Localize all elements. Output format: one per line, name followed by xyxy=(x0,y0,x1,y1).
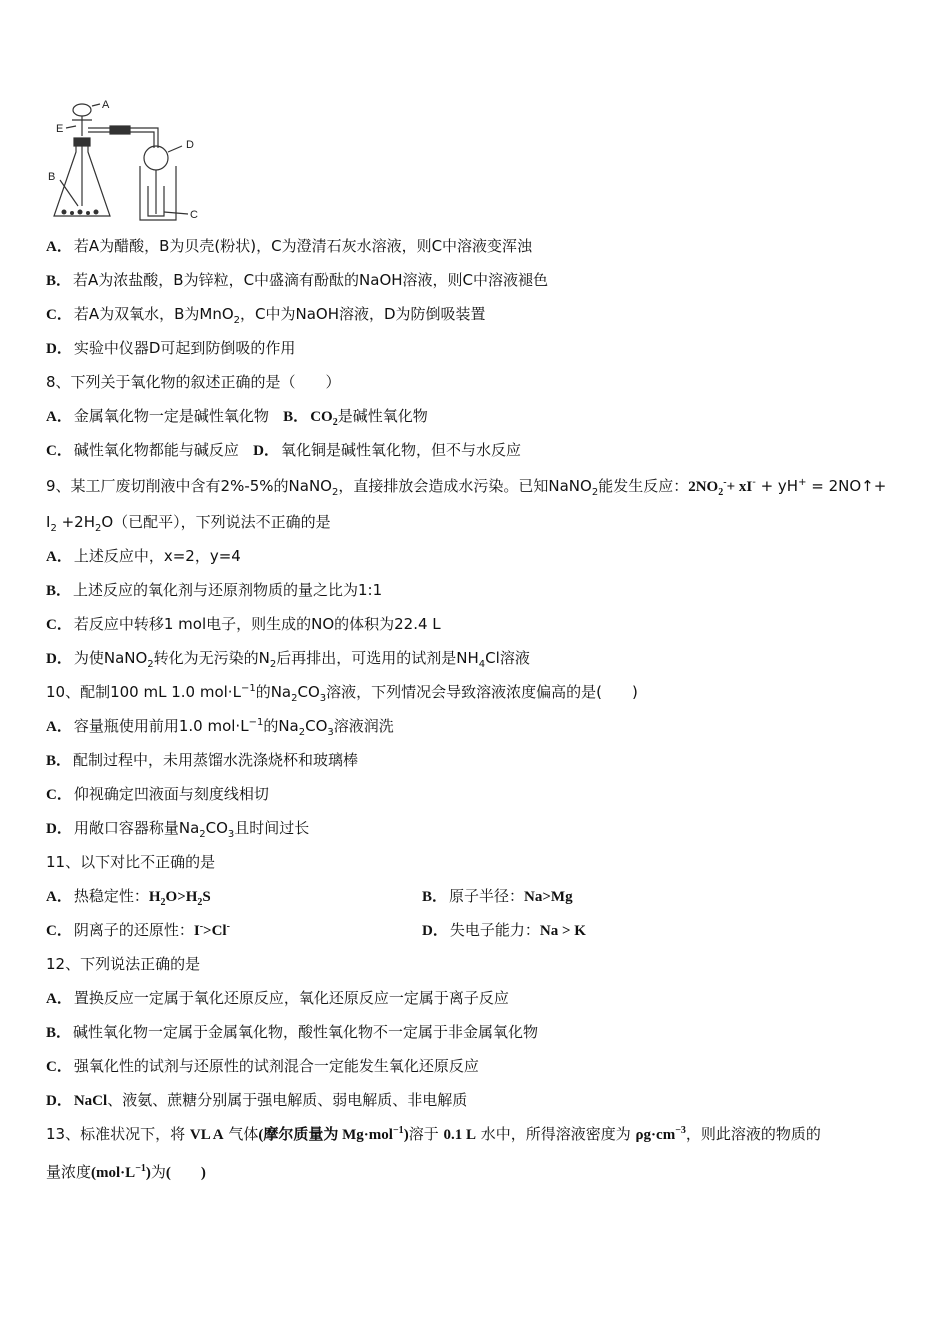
q11-option-b: B． 原子半径：Na>Mg xyxy=(422,887,573,905)
q7-option-d: D． 实验中仪器D可起到防倒吸的作用 xyxy=(46,339,296,357)
label-c: C xyxy=(190,209,198,221)
q9-option-a: A． 上述反应中，x=2，y=4 xyxy=(46,547,241,565)
q12-option-b: B． 碱性氧化物一定属于金属氧化物，酸性氧化物不一定属于非金属氧化物 xyxy=(46,1023,539,1041)
q9-option-b: B． 上述反应的氧化剂与还原剂物质的量之比为1:1 xyxy=(46,581,383,599)
q12-option-c: C． 强氧化性的试剂与还原性的试剂混合一定能发生氧化还原反应 xyxy=(46,1057,479,1075)
label-a: A xyxy=(102,99,110,111)
q12-stem: 12、下列说法正确的是 xyxy=(46,955,201,973)
q10-option-c: C． 仰视确定凹液面与刻度线相切 xyxy=(46,785,269,803)
q11-options-ab: A． 热稳定性：$H_2O>H_2S$ B． 原子半径：Na>Mg xyxy=(46,887,573,908)
q7-option-c: C． 若A为双氧水，B为MnO$_2$，C中为NaOH溶液，D为防倒吸装置 xyxy=(46,305,486,326)
q12-option-a: A． 置换反应一定属于氧化还原反应，氧化还原反应一定属于离子反应 xyxy=(46,989,509,1007)
q13-stem-cont: 量浓度$(mol\cdot L^{-1})$为( ) xyxy=(46,1163,206,1181)
q10-option-d: D． 用敞口容器称量$Na_2CO_3$且时间过长 xyxy=(46,819,310,840)
q9-option-d: D． 为使NaNO$_2$转化为无污染的$N_2$后再排出，可选用的试剂是$NH_4Cl$溶液 xyxy=(46,649,530,670)
q10-option-b: B． 配制过程中，未用蒸馏水洗涤烧杯和玻璃棒 xyxy=(46,751,359,769)
q8-options-cd: C． 碱性氧化物都能与碱反应 D． 氧化铜是碱性氧化物，但不与水反应 xyxy=(46,441,522,459)
q11-option-d: D． 失电子能力：Na > K xyxy=(422,921,586,939)
q12-option-d: D． NaCl、液氨、蔗糖分别属于强电解质、弱电解质、非电解质 xyxy=(46,1091,468,1109)
q9-stem: 9、某工厂废切削液中含有2%-5%的NaNO$_2$，直接排放会造成水污染。已知NaNO$_2$能发生反应：$2NO_2^-+ xI^- + yH^+$ = 2NO↑+ xyxy=(46,477,887,498)
q7-option-a: A． 若A为醋酸，B为贝壳(粉状)，C为澄清石灰水溶液，则C中溶液变浑浊 xyxy=(46,237,533,255)
q7-option-b: B． 若A为浓盐酸，B为锌粒，C中盛滴有酚酞的NaOH溶液，则C中溶液褪色 xyxy=(46,271,549,289)
q8-options-ab: A． 金属氧化物一定是碱性氧化物 B． $CO_2$是碱性氧化物 xyxy=(46,407,428,428)
label-e: E xyxy=(56,123,64,135)
q8-stem: 8、下列关于氧化物的叙述正确的是（ ） xyxy=(46,373,341,391)
q11-options-cd: C． 阴离子的还原性：I->Cl- D． 失电子能力：Na > K xyxy=(46,921,586,939)
q11-stem: 11、以下对比不正确的是 xyxy=(46,853,216,871)
q9-option-c: C． 若反应中转移1 mol电子，则生成的NO的体积为22.4 L xyxy=(46,615,441,633)
q9-stem-cont: $I_2 +2H_2O$（已配平），下列说法不正确的是 xyxy=(46,513,331,534)
label-b: B xyxy=(48,171,56,183)
q10-option-a: A． 容量瓶使用前用1.0 $mol\cdot L^{-1}$的$Na_2CO_3$溶液润洗 xyxy=(46,717,394,738)
q13-stem: 13、标准状况下，将 VL A 气体(摩尔质量为 Mg·mol$^{-1}$)溶于 0.1 L 水中，所得溶液密度为 $\rho g\cdot cm^{-3}$，则此溶液的物质的 xyxy=(46,1125,821,1143)
q10-stem: 10、配制100 mL 1.0 $mol\cdot L^{-1}$的$Na_2CO_3$溶液，下列情况会导致溶液浓度偏高的是( ) xyxy=(46,683,638,704)
label-d: D xyxy=(186,139,194,151)
apparatus-figure xyxy=(42,96,222,226)
